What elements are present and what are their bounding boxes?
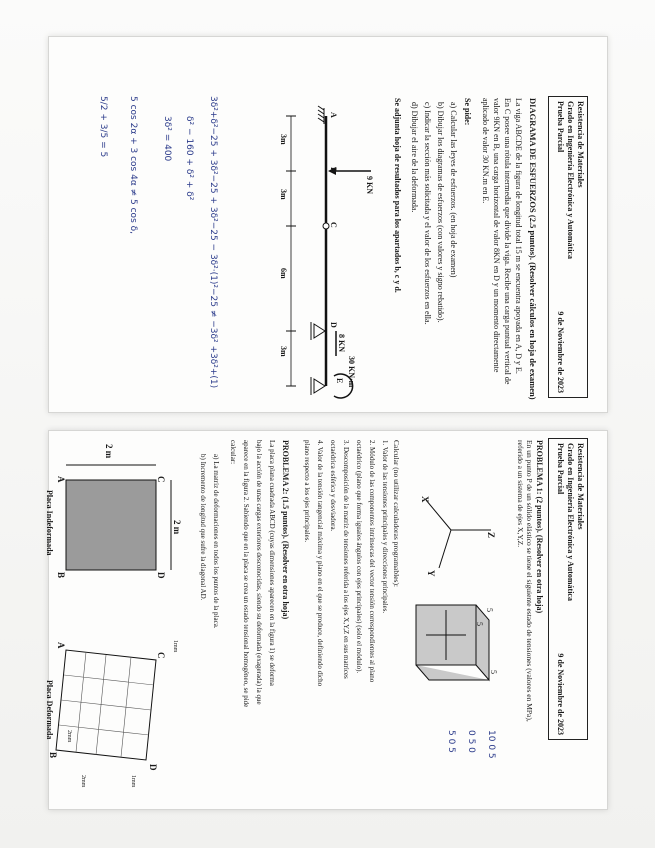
span-de: 3m bbox=[279, 346, 288, 357]
point-label-c: C bbox=[329, 222, 338, 228]
ask-label: Se pide: bbox=[463, 98, 472, 126]
header-degree: Grado en Ingeniería Electrónica y Automática bbox=[566, 101, 575, 259]
cube-value-3: 5 bbox=[489, 670, 498, 674]
fig1-corner-d: D bbox=[156, 572, 166, 579]
fig2-corner-c: C bbox=[156, 652, 166, 659]
undeformed-plate bbox=[66, 480, 156, 570]
statement-line-4: aplicado de valor 30 KN.m en E. bbox=[481, 98, 490, 204]
fig2-label: Placa Deformada bbox=[45, 680, 54, 740]
p1-item-4b: plano respecto a los ejes principales. bbox=[303, 440, 311, 543]
calc-label: Calcular (no utilizar calculadoras programables): bbox=[392, 440, 401, 588]
header2-subject: Resistencia de Materiales bbox=[576, 443, 585, 530]
support-a bbox=[318, 106, 324, 124]
fig2-dim-3: 2mm bbox=[80, 775, 86, 788]
fig1-corner-a: A bbox=[56, 476, 66, 483]
exam-header-box-2 bbox=[548, 438, 588, 740]
ask-item-b: b) Dibujar los diagramas de esfuerzos (con valores y signo rebatido). bbox=[436, 102, 445, 323]
matrix-row-2: 0 5 0 bbox=[466, 730, 476, 753]
p2-item-b: b) Incremento de longitud que sufre la diagonal AD. bbox=[199, 454, 207, 601]
load-d-label: 8 KN bbox=[337, 334, 346, 352]
point-label-a: A bbox=[329, 112, 338, 118]
handwritten-line-1: 3δ²+δ²−25 + 3δ²−25 + 3δ²−25 − 3δ²·(1)²−25 ≠ −3δ² +3δ²+(1) bbox=[208, 96, 218, 389]
p2-text-3: aparece en la figura 2. Sabiendo que en la placa se crea un estado tensional homogéneo, se pide bbox=[242, 440, 250, 708]
fig1-corner-c: C bbox=[156, 476, 166, 483]
axis-y: Y bbox=[426, 570, 436, 577]
support-e bbox=[311, 377, 325, 395]
statement-line-3: valor 9KN en B, una carga horizontal de valor 8KN en D y un momento directamente bbox=[492, 98, 501, 373]
statement-line-1: La viga ABCDE de la figura de longitud total 15 m se encuentra apoyada en A, D y E. bbox=[514, 98, 523, 374]
p2-item-a: a) La matriz de deformaciones en todos los puntos de la placa. bbox=[212, 454, 220, 629]
axis-x: X bbox=[420, 496, 430, 503]
load-b-label: 9 KN bbox=[365, 176, 374, 194]
stress-cube bbox=[416, 605, 489, 680]
problem1-text-1: En un punto P de un sólido elástico se tiene el siguiente estado de tensiones (valores en MPa), bbox=[525, 440, 534, 722]
problem-statement bbox=[480, 98, 524, 384]
point-label-d: D bbox=[329, 322, 338, 328]
p1-item-2: 2. Módulo de las componentes intrínsecas del vector tensión correspondientes al plano bbox=[368, 440, 376, 683]
p2-text-4: calcular: bbox=[229, 440, 237, 465]
fig2-dim-4: 2mm bbox=[66, 730, 72, 743]
fig1-dim-side: 2 m bbox=[104, 444, 114, 459]
p2-text-1: La placa plana cuadrada ABCD (cuyas dimensiones aparecen en la figura 1) se deforma bbox=[268, 440, 276, 686]
exam-sheet-1-content bbox=[48, 36, 606, 411]
point-label-e: E bbox=[335, 378, 344, 384]
cube-value-1: 5 bbox=[485, 608, 494, 612]
problem2-title: PROBLEMA 2: (1.5 puntos). (Resolver en otra hoja) bbox=[281, 440, 290, 620]
handwritten-line-3: 3δ² = 400 bbox=[162, 116, 172, 162]
fig2-dim-1: 1mm bbox=[172, 640, 178, 653]
support-d bbox=[311, 322, 325, 340]
p1-item-3: 3. Descomposición de la matriz de tensiones referida a los ejes X,Y,Z en sus matrices bbox=[342, 440, 350, 679]
problem2-text bbox=[226, 440, 278, 707]
header2-degree: Grado en Ingeniería Electrónica y Automática bbox=[566, 443, 575, 601]
fig1-label: Placa Indeformada bbox=[45, 490, 54, 556]
undeformed-plate-figure bbox=[56, 450, 186, 610]
results-note: Se adjunta hoja de resultados para los apartados b, c y d. bbox=[393, 98, 402, 293]
exam-header-box bbox=[548, 96, 588, 398]
fig2-corner-d: D bbox=[148, 764, 158, 771]
p2-text-2: bajo la acción de unas cargas exteriores desconocidas, siendo su deformada (exagerada) la que bbox=[255, 440, 263, 705]
problem1-list bbox=[300, 440, 391, 686]
stress-cube-figure bbox=[401, 490, 511, 690]
problem1-text-2: referido a un sistema de ejes X,Y,Z. bbox=[516, 440, 525, 548]
fig1-corner-b: B bbox=[56, 572, 66, 579]
header-test: Prueba Parcial bbox=[556, 101, 565, 153]
p1-item-4: 4. Valor de la tensión tangencial máxima y plano en el que se produce, definiendo dicho bbox=[316, 440, 324, 687]
fig2-corner-a: A bbox=[56, 642, 66, 649]
deformed-plate-figure bbox=[56, 630, 186, 800]
ask-item-c: c) Indicar la sección más solicitada y el valor de los esfuerzos en ella. bbox=[423, 102, 432, 325]
handwritten-line-5: 5/2 + 3/5 = 5 bbox=[98, 96, 108, 158]
header-date: 9 de Noviembre de 2023 bbox=[556, 311, 565, 393]
handwritten-line-4: 5 cos 2α + 3 cos 4α ≠ 5 cos δ, bbox=[128, 96, 138, 234]
span-ab: 3m bbox=[279, 134, 288, 145]
problem1-title: PROBLEMA 1: (2 puntos). (Resolver en otra hoja) bbox=[535, 440, 544, 614]
axis-z: Z bbox=[486, 532, 496, 539]
header-subject: Resistencia de Materiales bbox=[576, 101, 585, 188]
ask-item-a: a) Calcular las leyes de esfuerzos. (en hoja de examen) bbox=[449, 102, 458, 278]
fig2-dim-2: 1mm bbox=[130, 775, 136, 788]
p1-item-2b: octaédrico (plano que forma iguales ángulos con ejes principales) (solo el módulo). bbox=[355, 440, 363, 674]
p1-item-3b: octaédrica esférica y desviadora. bbox=[329, 440, 337, 532]
p1-item-1: 1. Valor de las tensiones principales y direcciones principales. bbox=[381, 440, 389, 614]
point-label-b: B bbox=[329, 167, 338, 173]
statement-line-2: En C posee una rótula intermedia que divide la viga. Recibe una carga puntual vertical de bbox=[503, 98, 512, 385]
problem-title: DIAGRAMA DE ESFUERZOS (2.5 puntos). (Resolver cálculos en hoja de examen) bbox=[528, 98, 538, 400]
header2-test: Prueba Parcial bbox=[556, 443, 565, 495]
fig2-corner-b: B bbox=[48, 752, 58, 759]
ask-list bbox=[408, 102, 460, 325]
header2-date: 9 de Noviembre de 2023 bbox=[556, 653, 565, 735]
matrix-row-3: 5 0 5 bbox=[446, 730, 456, 753]
span-cd: 6m bbox=[279, 268, 288, 279]
exam-sheet-2-content bbox=[45, 430, 606, 808]
matrix-row-1: 10 0 5 bbox=[486, 730, 496, 759]
ask-item-d: d) Dibujar el aire de la deformada. bbox=[410, 102, 419, 213]
fig1-dim-top: 2 m bbox=[172, 520, 182, 535]
span-bc: 3m bbox=[279, 189, 288, 200]
cube-value-2: 5 bbox=[475, 622, 484, 626]
handwritten-line-2: δ² − 160 + δ² + δ² bbox=[184, 116, 194, 201]
moment-e-label: 30 KN·m bbox=[347, 356, 356, 388]
problem2-list bbox=[196, 454, 222, 629]
